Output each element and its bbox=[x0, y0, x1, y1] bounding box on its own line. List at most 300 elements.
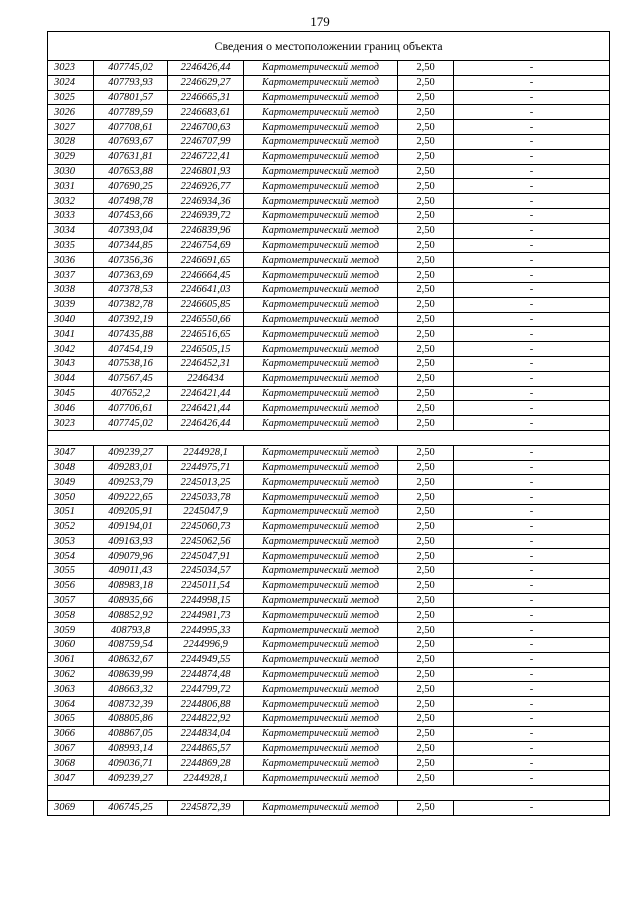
description-cell: - bbox=[454, 652, 610, 667]
description-cell: - bbox=[454, 771, 610, 786]
table-header-row bbox=[48, 32, 610, 61]
y-coordinate-cell: 2244799,72 bbox=[168, 682, 244, 697]
accuracy-cell: 2,50 bbox=[398, 179, 454, 194]
table-row bbox=[48, 386, 610, 401]
y-coordinate-cell: 2246664,45 bbox=[168, 268, 244, 283]
table-row bbox=[48, 268, 610, 283]
method-cell: Картометрический метод bbox=[244, 61, 398, 76]
y-coordinate-cell: 2245047,91 bbox=[168, 549, 244, 564]
method-cell: Картометрический метод bbox=[244, 386, 398, 401]
method-cell: Картометрический метод bbox=[244, 268, 398, 283]
y-coordinate-cell: 2246426,44 bbox=[168, 416, 244, 431]
y-coordinate-cell: 2245872,39 bbox=[168, 800, 244, 815]
point-number-cell: 3053 bbox=[48, 534, 94, 549]
description-cell: - bbox=[454, 164, 610, 179]
method-cell: Картометрический метод bbox=[244, 460, 398, 475]
y-coordinate-cell: 2244975,71 bbox=[168, 460, 244, 475]
method-cell: Картометрический метод bbox=[244, 164, 398, 179]
description-cell: - bbox=[454, 386, 610, 401]
description-cell: - bbox=[454, 371, 610, 386]
x-coordinate-cell: 408993,14 bbox=[94, 741, 168, 756]
accuracy-cell: 2,50 bbox=[398, 120, 454, 135]
table-row bbox=[48, 608, 610, 623]
y-coordinate-cell: 2245060,73 bbox=[168, 519, 244, 534]
point-number-cell: 3067 bbox=[48, 741, 94, 756]
point-number-cell: 3066 bbox=[48, 726, 94, 741]
accuracy-cell: 2,50 bbox=[398, 75, 454, 90]
method-cell: Картометрический метод bbox=[244, 652, 398, 667]
y-coordinate-cell: 2246683,61 bbox=[168, 105, 244, 120]
table-row bbox=[48, 800, 610, 815]
method-cell: Картометрический метод bbox=[244, 741, 398, 756]
table-row bbox=[48, 712, 610, 727]
table-row bbox=[48, 253, 610, 268]
table-row bbox=[48, 105, 610, 120]
accuracy-cell: 2,50 bbox=[398, 401, 454, 416]
accuracy-cell: 2,50 bbox=[398, 208, 454, 223]
table-row bbox=[48, 356, 610, 371]
x-coordinate-cell: 407393,04 bbox=[94, 223, 168, 238]
method-cell: Картометрический метод bbox=[244, 312, 398, 327]
table-row bbox=[48, 549, 610, 564]
x-coordinate-cell: 407567,45 bbox=[94, 371, 168, 386]
y-coordinate-cell: 2246426,44 bbox=[168, 61, 244, 76]
accuracy-cell: 2,50 bbox=[398, 342, 454, 357]
x-coordinate-cell: 407706,61 bbox=[94, 401, 168, 416]
table-row bbox=[48, 327, 610, 342]
description-cell: - bbox=[454, 682, 610, 697]
method-cell: Картометрический метод bbox=[244, 179, 398, 194]
accuracy-cell: 2,50 bbox=[398, 416, 454, 431]
boundary-table bbox=[47, 31, 610, 816]
description-cell: - bbox=[454, 208, 610, 223]
x-coordinate-cell: 407708,61 bbox=[94, 120, 168, 135]
y-coordinate-cell: 2246505,15 bbox=[168, 342, 244, 357]
method-cell: Картометрический метод bbox=[244, 475, 398, 490]
x-coordinate-cell: 407653,88 bbox=[94, 164, 168, 179]
y-coordinate-cell: 2246707,99 bbox=[168, 134, 244, 149]
accuracy-cell: 2,50 bbox=[398, 356, 454, 371]
point-number-cell: 3050 bbox=[48, 490, 94, 505]
x-coordinate-cell: 409036,71 bbox=[94, 756, 168, 771]
point-number-cell: 3058 bbox=[48, 608, 94, 623]
accuracy-cell: 2,50 bbox=[398, 726, 454, 741]
method-cell: Картометрический метод bbox=[244, 504, 398, 519]
description-cell: - bbox=[454, 401, 610, 416]
group-separator-row bbox=[48, 430, 610, 445]
point-number-cell: 3044 bbox=[48, 371, 94, 386]
description-cell: - bbox=[454, 490, 610, 505]
table-row bbox=[48, 593, 610, 608]
accuracy-cell: 2,50 bbox=[398, 327, 454, 342]
description-cell: - bbox=[454, 61, 610, 76]
x-coordinate-cell: 408759,54 bbox=[94, 638, 168, 653]
accuracy-cell: 2,50 bbox=[398, 549, 454, 564]
table-row bbox=[48, 282, 610, 297]
accuracy-cell: 2,50 bbox=[398, 61, 454, 76]
x-coordinate-cell: 407453,66 bbox=[94, 208, 168, 223]
point-number-cell: 3065 bbox=[48, 712, 94, 727]
point-number-cell: 3045 bbox=[48, 386, 94, 401]
method-cell: Картометрический метод bbox=[244, 194, 398, 209]
method-cell: Картометрический метод bbox=[244, 90, 398, 105]
description-cell: - bbox=[454, 253, 610, 268]
table-row bbox=[48, 416, 610, 431]
y-coordinate-cell: 2246421,44 bbox=[168, 401, 244, 416]
y-coordinate-cell: 2246722,41 bbox=[168, 149, 244, 164]
description-cell: - bbox=[454, 564, 610, 579]
x-coordinate-cell: 406745,25 bbox=[94, 800, 168, 815]
x-coordinate-cell: 407356,36 bbox=[94, 253, 168, 268]
table-row bbox=[48, 445, 610, 460]
group-separator-row bbox=[48, 786, 610, 801]
y-coordinate-cell: 2244996,9 bbox=[168, 638, 244, 653]
table-row bbox=[48, 638, 610, 653]
accuracy-cell: 2,50 bbox=[398, 682, 454, 697]
method-cell: Картометрический метод bbox=[244, 134, 398, 149]
x-coordinate-cell: 407631,81 bbox=[94, 149, 168, 164]
description-cell: - bbox=[454, 268, 610, 283]
accuracy-cell: 2,50 bbox=[398, 282, 454, 297]
description-cell: - bbox=[454, 327, 610, 342]
x-coordinate-cell: 407382,78 bbox=[94, 297, 168, 312]
table-row bbox=[48, 223, 610, 238]
x-coordinate-cell: 407745,02 bbox=[94, 416, 168, 431]
point-number-cell: 3054 bbox=[48, 549, 94, 564]
y-coordinate-cell: 2244806,88 bbox=[168, 697, 244, 712]
group-separator-cell bbox=[48, 430, 610, 445]
point-number-cell: 3043 bbox=[48, 356, 94, 371]
accuracy-cell: 2,50 bbox=[398, 223, 454, 238]
table-row bbox=[48, 667, 610, 682]
y-coordinate-cell: 2246934,36 bbox=[168, 194, 244, 209]
point-number-cell: 3051 bbox=[48, 504, 94, 519]
description-cell: - bbox=[454, 149, 610, 164]
x-coordinate-cell: 409239,27 bbox=[94, 771, 168, 786]
accuracy-cell: 2,50 bbox=[398, 238, 454, 253]
y-coordinate-cell: 2246691,65 bbox=[168, 253, 244, 268]
method-cell: Картометрический метод bbox=[244, 608, 398, 623]
x-coordinate-cell: 407363,69 bbox=[94, 268, 168, 283]
table-row bbox=[48, 726, 610, 741]
x-coordinate-cell: 408852,92 bbox=[94, 608, 168, 623]
point-number-cell: 3024 bbox=[48, 75, 94, 90]
accuracy-cell: 2,50 bbox=[398, 371, 454, 386]
point-number-cell: 3033 bbox=[48, 208, 94, 223]
y-coordinate-cell: 2244928,1 bbox=[168, 445, 244, 460]
point-number-cell: 3042 bbox=[48, 342, 94, 357]
x-coordinate-cell: 409222,65 bbox=[94, 490, 168, 505]
method-cell: Картометрический метод bbox=[244, 223, 398, 238]
accuracy-cell: 2,50 bbox=[398, 268, 454, 283]
table-row bbox=[48, 652, 610, 667]
point-number-cell: 3040 bbox=[48, 312, 94, 327]
point-number-cell: 3069 bbox=[48, 800, 94, 815]
x-coordinate-cell: 407454,19 bbox=[94, 342, 168, 357]
accuracy-cell: 2,50 bbox=[398, 490, 454, 505]
accuracy-cell: 2,50 bbox=[398, 608, 454, 623]
y-coordinate-cell: 2244822,92 bbox=[168, 712, 244, 727]
y-coordinate-cell: 2244981,73 bbox=[168, 608, 244, 623]
method-cell: Картометрический метод bbox=[244, 253, 398, 268]
point-number-cell: 3055 bbox=[48, 564, 94, 579]
table-row bbox=[48, 771, 610, 786]
description-cell: - bbox=[454, 105, 610, 120]
table-row bbox=[48, 312, 610, 327]
accuracy-cell: 2,50 bbox=[398, 712, 454, 727]
description-cell: - bbox=[454, 194, 610, 209]
y-coordinate-cell: 2245013,25 bbox=[168, 475, 244, 490]
accuracy-cell: 2,50 bbox=[398, 297, 454, 312]
description-cell: - bbox=[454, 356, 610, 371]
method-cell: Картометрический метод bbox=[244, 342, 398, 357]
accuracy-cell: 2,50 bbox=[398, 90, 454, 105]
method-cell: Картометрический метод bbox=[244, 75, 398, 90]
method-cell: Картометрический метод bbox=[244, 445, 398, 460]
method-cell: Картометрический метод bbox=[244, 623, 398, 638]
method-cell: Картометрический метод bbox=[244, 667, 398, 682]
accuracy-cell: 2,50 bbox=[398, 593, 454, 608]
description-cell: - bbox=[454, 608, 610, 623]
method-cell: Картометрический метод bbox=[244, 208, 398, 223]
method-cell: Картометрический метод bbox=[244, 638, 398, 653]
y-coordinate-cell: 2245033,78 bbox=[168, 490, 244, 505]
description-cell: - bbox=[454, 416, 610, 431]
point-number-cell: 3026 bbox=[48, 105, 94, 120]
point-number-cell: 3056 bbox=[48, 578, 94, 593]
y-coordinate-cell: 2246550,66 bbox=[168, 312, 244, 327]
y-coordinate-cell: 2246801,93 bbox=[168, 164, 244, 179]
description-cell: - bbox=[454, 75, 610, 90]
method-cell: Картометрический метод bbox=[244, 297, 398, 312]
table-row bbox=[48, 741, 610, 756]
x-coordinate-cell: 407378,53 bbox=[94, 282, 168, 297]
method-cell: Картометрический метод bbox=[244, 771, 398, 786]
table-row bbox=[48, 238, 610, 253]
point-number-cell: 3052 bbox=[48, 519, 94, 534]
table-row bbox=[48, 297, 610, 312]
x-coordinate-cell: 408935,66 bbox=[94, 593, 168, 608]
accuracy-cell: 2,50 bbox=[398, 800, 454, 815]
point-number-cell: 3034 bbox=[48, 223, 94, 238]
point-number-cell: 3032 bbox=[48, 194, 94, 209]
method-cell: Картометрический метод bbox=[244, 800, 398, 815]
point-number-cell: 3046 bbox=[48, 401, 94, 416]
description-cell: - bbox=[454, 697, 610, 712]
description-cell: - bbox=[454, 667, 610, 682]
description-cell: - bbox=[454, 504, 610, 519]
method-cell: Картометрический метод bbox=[244, 105, 398, 120]
method-cell: Картометрический метод bbox=[244, 120, 398, 135]
table-row bbox=[48, 194, 610, 209]
table-row bbox=[48, 564, 610, 579]
y-coordinate-cell: 2244949,55 bbox=[168, 652, 244, 667]
table-row bbox=[48, 401, 610, 416]
x-coordinate-cell: 408632,67 bbox=[94, 652, 168, 667]
y-coordinate-cell: 2246421,44 bbox=[168, 386, 244, 401]
description-cell: - bbox=[454, 726, 610, 741]
x-coordinate-cell: 408663,32 bbox=[94, 682, 168, 697]
description-cell: - bbox=[454, 712, 610, 727]
x-coordinate-cell: 408867,05 bbox=[94, 726, 168, 741]
table-row bbox=[48, 120, 610, 135]
y-coordinate-cell: 2246700,63 bbox=[168, 120, 244, 135]
point-number-cell: 3037 bbox=[48, 268, 94, 283]
description-cell: - bbox=[454, 342, 610, 357]
y-coordinate-cell: 2246754,69 bbox=[168, 238, 244, 253]
x-coordinate-cell: 407745,02 bbox=[94, 61, 168, 76]
accuracy-cell: 2,50 bbox=[398, 534, 454, 549]
accuracy-cell: 2,50 bbox=[398, 445, 454, 460]
table-row bbox=[48, 475, 610, 490]
description-cell: - bbox=[454, 179, 610, 194]
description-cell: - bbox=[454, 238, 610, 253]
point-number-cell: 3030 bbox=[48, 164, 94, 179]
y-coordinate-cell: 2246629,27 bbox=[168, 75, 244, 90]
table-row bbox=[48, 534, 610, 549]
y-coordinate-cell: 2244869,28 bbox=[168, 756, 244, 771]
method-cell: Картометрический метод bbox=[244, 416, 398, 431]
accuracy-cell: 2,50 bbox=[398, 312, 454, 327]
x-coordinate-cell: 409253,79 bbox=[94, 475, 168, 490]
x-coordinate-cell: 407498,78 bbox=[94, 194, 168, 209]
point-number-cell: 3057 bbox=[48, 593, 94, 608]
point-number-cell: 3064 bbox=[48, 697, 94, 712]
table-row bbox=[48, 134, 610, 149]
description-cell: - bbox=[454, 475, 610, 490]
y-coordinate-cell: 2244995,33 bbox=[168, 623, 244, 638]
method-cell: Картометрический метод bbox=[244, 356, 398, 371]
table-row bbox=[48, 682, 610, 697]
point-number-cell: 3048 bbox=[48, 460, 94, 475]
point-number-cell: 3023 bbox=[48, 416, 94, 431]
y-coordinate-cell: 2245011,54 bbox=[168, 578, 244, 593]
y-coordinate-cell: 2244998,15 bbox=[168, 593, 244, 608]
accuracy-cell: 2,50 bbox=[398, 164, 454, 179]
point-number-cell: 3060 bbox=[48, 638, 94, 653]
description-cell: - bbox=[454, 120, 610, 135]
accuracy-cell: 2,50 bbox=[398, 149, 454, 164]
x-coordinate-cell: 407652,2 bbox=[94, 386, 168, 401]
accuracy-cell: 2,50 bbox=[398, 756, 454, 771]
point-number-cell: 3047 bbox=[48, 445, 94, 460]
table-row bbox=[48, 578, 610, 593]
point-number-cell: 3031 bbox=[48, 179, 94, 194]
point-number-cell: 3061 bbox=[48, 652, 94, 667]
page-number: 179 bbox=[310, 14, 330, 29]
accuracy-cell: 2,50 bbox=[398, 578, 454, 593]
accuracy-cell: 2,50 bbox=[398, 475, 454, 490]
point-number-cell: 3059 bbox=[48, 623, 94, 638]
method-cell: Картометрический метод bbox=[244, 401, 398, 416]
description-cell: - bbox=[454, 549, 610, 564]
table-row bbox=[48, 756, 610, 771]
point-number-cell: 3047 bbox=[48, 771, 94, 786]
y-coordinate-cell: 2246926,77 bbox=[168, 179, 244, 194]
x-coordinate-cell: 407435,88 bbox=[94, 327, 168, 342]
method-cell: Картометрический метод bbox=[244, 327, 398, 342]
accuracy-cell: 2,50 bbox=[398, 386, 454, 401]
accuracy-cell: 2,50 bbox=[398, 194, 454, 209]
method-cell: Картометрический метод bbox=[244, 593, 398, 608]
description-cell: - bbox=[454, 282, 610, 297]
table-row bbox=[48, 208, 610, 223]
x-coordinate-cell: 407801,57 bbox=[94, 90, 168, 105]
accuracy-cell: 2,50 bbox=[398, 652, 454, 667]
accuracy-cell: 2,50 bbox=[398, 697, 454, 712]
description-cell: - bbox=[454, 578, 610, 593]
method-cell: Картометрический метод bbox=[244, 282, 398, 297]
method-cell: Картометрический метод bbox=[244, 712, 398, 727]
point-number-cell: 3029 bbox=[48, 149, 94, 164]
x-coordinate-cell: 408805,86 bbox=[94, 712, 168, 727]
method-cell: Картометрический метод bbox=[244, 534, 398, 549]
point-number-cell: 3023 bbox=[48, 61, 94, 76]
table-row bbox=[48, 371, 610, 386]
accuracy-cell: 2,50 bbox=[398, 504, 454, 519]
accuracy-cell: 2,50 bbox=[398, 623, 454, 638]
y-coordinate-cell: 2246665,31 bbox=[168, 90, 244, 105]
y-coordinate-cell: 2245047,9 bbox=[168, 504, 244, 519]
description-cell: - bbox=[454, 638, 610, 653]
accuracy-cell: 2,50 bbox=[398, 253, 454, 268]
y-coordinate-cell: 2245034,57 bbox=[168, 564, 244, 579]
point-number-cell: 3035 bbox=[48, 238, 94, 253]
table-row bbox=[48, 460, 610, 475]
method-cell: Картометрический метод bbox=[244, 149, 398, 164]
description-cell: - bbox=[454, 623, 610, 638]
description-cell: - bbox=[454, 223, 610, 238]
table-row bbox=[48, 179, 610, 194]
method-cell: Картометрический метод bbox=[244, 578, 398, 593]
accuracy-cell: 2,50 bbox=[398, 134, 454, 149]
accuracy-cell: 2,50 bbox=[398, 638, 454, 653]
method-cell: Картометрический метод bbox=[244, 726, 398, 741]
method-cell: Картометрический метод bbox=[244, 682, 398, 697]
y-coordinate-cell: 2244834,04 bbox=[168, 726, 244, 741]
group-separator-cell bbox=[48, 786, 610, 801]
table-row bbox=[48, 623, 610, 638]
description-cell: - bbox=[454, 445, 610, 460]
x-coordinate-cell: 408732,39 bbox=[94, 697, 168, 712]
accuracy-cell: 2,50 bbox=[398, 771, 454, 786]
y-coordinate-cell: 2246434 bbox=[168, 371, 244, 386]
table-row bbox=[48, 164, 610, 179]
method-cell: Картометрический метод bbox=[244, 519, 398, 534]
method-cell: Картометрический метод bbox=[244, 697, 398, 712]
y-coordinate-cell: 2246516,65 bbox=[168, 327, 244, 342]
method-cell: Картометрический метод bbox=[244, 756, 398, 771]
x-coordinate-cell: 409205,91 bbox=[94, 504, 168, 519]
x-coordinate-cell: 407693,67 bbox=[94, 134, 168, 149]
description-cell: - bbox=[454, 593, 610, 608]
y-coordinate-cell: 2246839,96 bbox=[168, 223, 244, 238]
accuracy-cell: 2,50 bbox=[398, 564, 454, 579]
table-row bbox=[48, 61, 610, 76]
point-number-cell: 3028 bbox=[48, 134, 94, 149]
description-cell: - bbox=[454, 519, 610, 534]
table-row bbox=[48, 697, 610, 712]
description-cell: - bbox=[454, 90, 610, 105]
x-coordinate-cell: 408639,99 bbox=[94, 667, 168, 682]
point-number-cell: 3049 bbox=[48, 475, 94, 490]
y-coordinate-cell: 2244865,57 bbox=[168, 741, 244, 756]
table-title: Сведения о местоположении границ объекта bbox=[48, 32, 610, 61]
table-row bbox=[48, 504, 610, 519]
point-number-cell: 3025 bbox=[48, 90, 94, 105]
x-coordinate-cell: 409011,43 bbox=[94, 564, 168, 579]
table-row bbox=[48, 149, 610, 164]
